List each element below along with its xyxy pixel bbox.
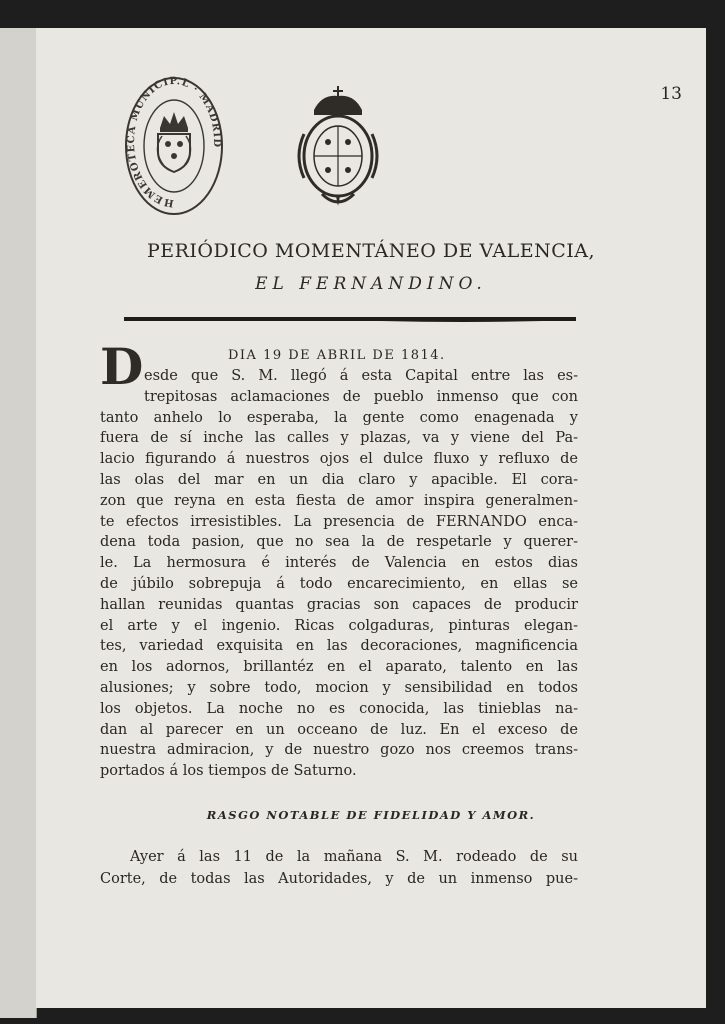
article-body	[100, 366, 578, 782]
dateline: DIA 19 DE ABRIL DE 1814.	[228, 348, 446, 363]
article-line: dan al parecer en un occeano de luz. En el exceso de	[100, 721, 578, 738]
document-page	[36, 28, 706, 1008]
article-line: portados á los tiempos de Saturno.	[100, 763, 357, 780]
article-line: dena toda pasion, que no sea la de respetarle y querer-	[100, 534, 578, 551]
article-line: esde que S. M. llegó á esta Capital entre las es-	[144, 368, 578, 384]
library-stamp	[122, 72, 226, 220]
article-line: tes, variedad exquisita en las decoraciones, magnificencia	[100, 638, 578, 655]
article-line: hallan reunidas quantas gracias son capaces de producir	[100, 596, 578, 613]
article-line: las olas del mar en un dia claro y apacible. El cora-	[100, 471, 578, 488]
svg-text:HEMEROTECA MUNICIP.L · MADRID	[126, 76, 222, 208]
article-line: en los adornos, brillantéz en el aparato, talento en las	[100, 659, 578, 676]
binding-edge	[0, 28, 37, 1018]
article-line: lacio figurando á nuestros ojos el dulce fluxo y refluxo de	[100, 451, 578, 468]
article-line: tanto anhelo lo esperaba, la gente como enagenada y	[100, 409, 578, 426]
newspaper-subtitle: EL FERNANDINO.	[255, 274, 487, 294]
section-line: Ayer á las 11 de la mañana S. M. rodeado de su	[130, 849, 578, 865]
section-body	[100, 846, 578, 890]
article-line: trepitosas aclamaciones de pueblo inmenso que con	[144, 388, 578, 405]
article-line: te efectos irresistibles. La presencia de FERNANDO enca-	[100, 513, 578, 530]
article-line: fuera de sí inche las calles y plazas, va y viene del Pa-	[100, 430, 578, 447]
article-line: zon que reyna en esta fiesta de amor inspira generalmen-	[100, 492, 578, 509]
article-line: el arte y el ingenio. Ricas colgaduras, pinturas elegan-	[100, 617, 578, 634]
article-line: alusiones; y sobre todo, mocion y sensibilidad en todos	[100, 679, 578, 696]
coat-of-arms-icon	[157, 134, 190, 172]
section-line: Corte, de todas las Autoridades, y de un inmenso pue-	[100, 871, 578, 887]
drop-cap: D	[100, 337, 144, 396]
newspaper-title: PERIÓDICO MOMENTÁNEO DE VALENCIA,	[146, 240, 596, 262]
crown-icon	[160, 112, 188, 132]
royal-crest-icon	[292, 84, 384, 208]
ornamental-rule	[124, 314, 576, 324]
article-line: los objetos. La noche no es conocida, las tinieblas na-	[100, 700, 578, 717]
section-heading: RASGO NOTABLE DE FIDELIDAD Y AMOR.	[206, 808, 536, 822]
stamp-text: HEMEROTECA MUNICIP.L · MADRID	[125, 75, 223, 209]
article-line: nuestra admiracion, y de nuestro gozo nos creemos trans-	[100, 742, 578, 759]
article-line: de júbilo sobrepuja á todo encarecimiento, en ellas se	[100, 575, 578, 592]
article-line: le. La hermosura é interés de Valencia en estos dias	[100, 555, 578, 572]
page-number: 13	[660, 84, 682, 104]
